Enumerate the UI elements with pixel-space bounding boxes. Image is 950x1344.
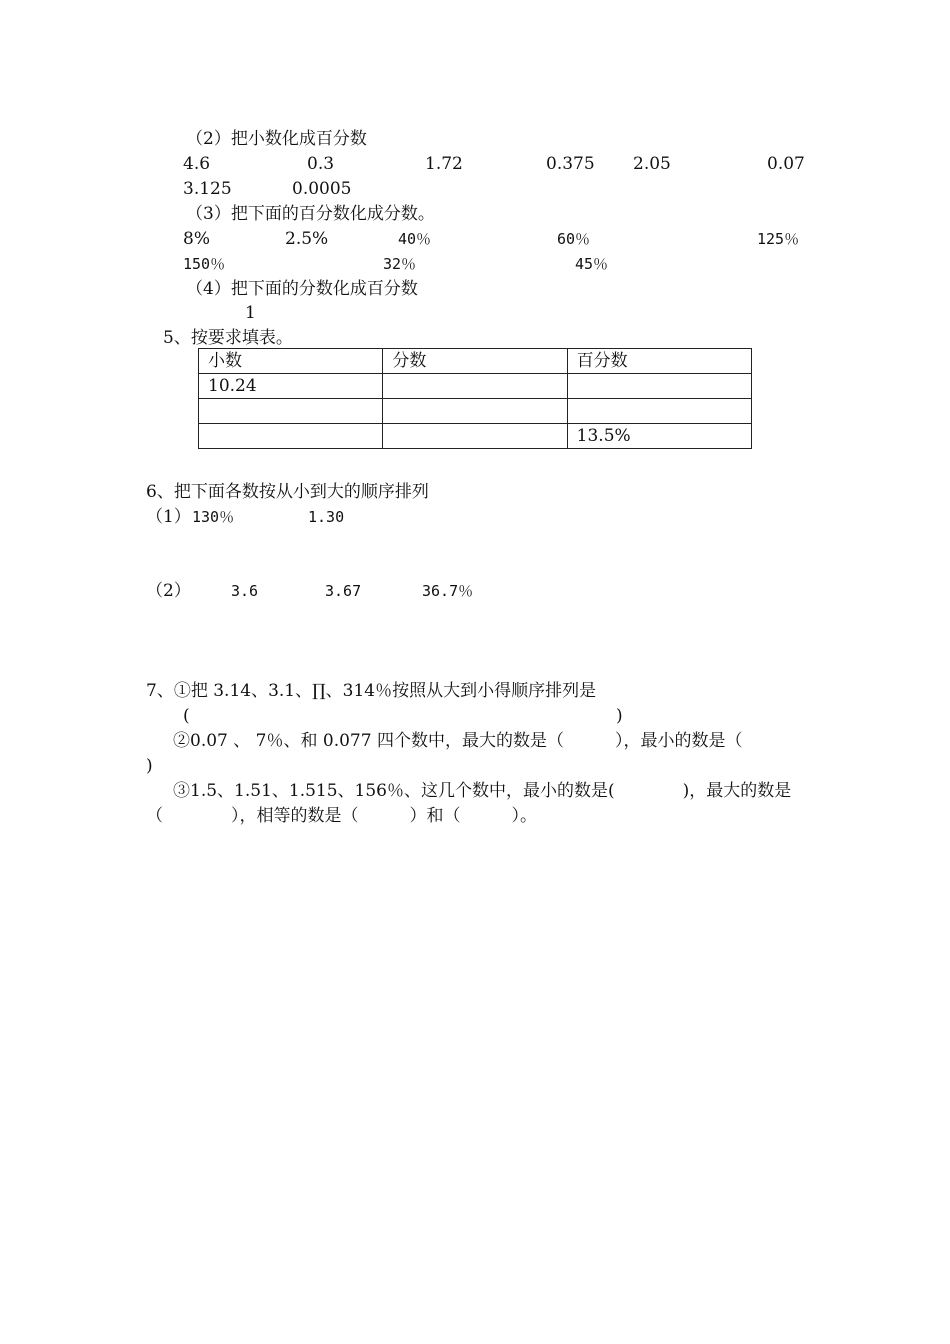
q6-line1-label: （1） [146,507,191,527]
table-cell [199,424,383,449]
answer-paren-open: ( [183,706,190,726]
table-cell: 13.5% [567,424,751,449]
q6-item: 36.7％ [422,582,474,600]
part3-value: 125％ [757,230,800,248]
q6-item: 1.30 [308,508,345,526]
fill-table [198,348,752,449]
part4-heading: （4）把下面的分数化成百分数 [186,279,418,299]
q7-line1: 7、①把 3.14、3.1、∏、314％按照从大到小得顺序排列是 [146,681,597,701]
q7-line3: ③1.5、1.51、1.515、156％、这几个数中，最小的数是( )，最大的数是 [173,781,792,801]
part2-value: 0.375 [546,154,595,174]
table-row [199,424,752,449]
part3-value: 45％ [575,255,609,273]
table-header-row [199,349,752,374]
table-cell [567,374,751,399]
part3-value: 8% [183,229,210,249]
table-header-cell: 百分数 [567,349,751,374]
table-header-cell: 分数 [383,349,567,374]
table-cell [383,399,567,424]
part2-value: 0.07 [767,154,805,174]
table-row [199,374,752,399]
table-cell [567,399,751,424]
part2-heading: （2）把小数化成百分数 [186,129,367,149]
q7-line2: ②0.07 、 7％、和 0.077 四个数中，最大的数是（ ），最小的数是（ [173,731,743,751]
part2-value: 4.6 [183,154,211,174]
fraction-numerator: 1 [245,303,256,323]
part2-value: 0.0005 [292,179,352,199]
part3-value: 2.5% [285,229,329,249]
part3-value: 32％ [383,255,417,273]
q6-item: 3.67 [325,582,362,600]
q6-heading: 6、把下面各数按从小到大的顺序排列 [146,482,429,502]
part2-value: 2.05 [633,154,671,174]
table-cell [383,374,567,399]
part3-value: 40％ [398,230,432,248]
table-cell: 10.24 [199,374,383,399]
table-header-cell: 小数 [199,349,383,374]
table-row [199,399,752,424]
part3-heading: （3）把下面的百分数化成分数。 [186,204,435,224]
part3-value: 60％ [557,230,591,248]
part2-value: 0.3 [307,154,335,174]
q6-item: 3.6 [231,582,259,600]
table-cell [199,399,383,424]
answer-paren-close: ) [616,706,623,726]
part3-value: 150％ [183,255,226,273]
table-cell [383,424,567,449]
q6-line2-label: （2） [146,581,191,601]
part2-value: 1.72 [425,154,463,174]
part2-value: 3.125 [183,179,232,199]
q6-item: 130％ [192,508,235,526]
q7-line4: （ ），相等的数是（ ）和（ ）。 [146,806,537,826]
q7-line2-cont: ) [146,756,153,776]
q5-heading: 5、按要求填表。 [163,328,293,348]
